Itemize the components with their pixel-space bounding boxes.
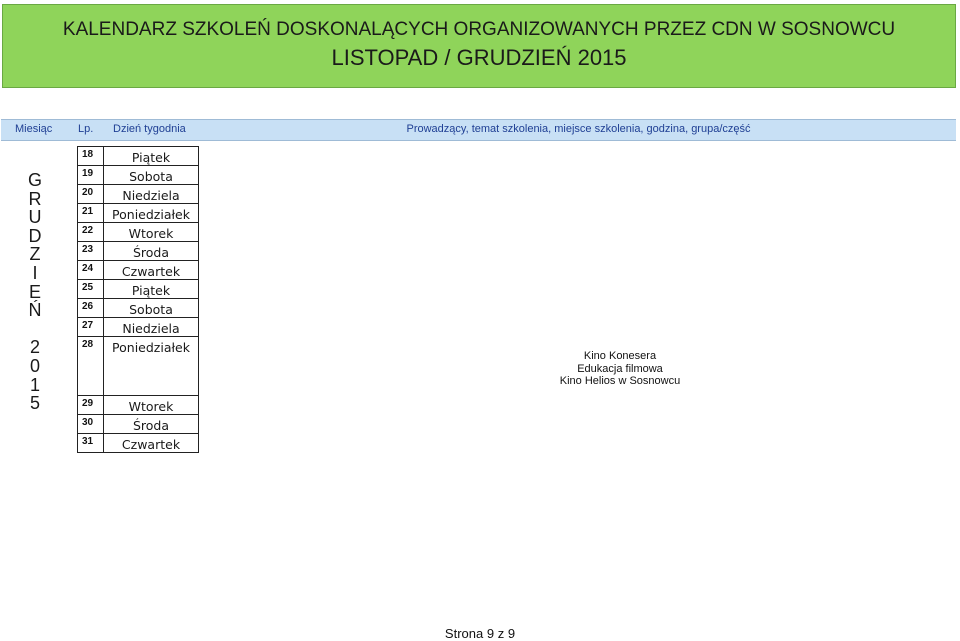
day-number: 25 [78,280,104,299]
day-name: Czwartek [104,434,199,453]
day-name: Sobota [104,166,199,185]
title-banner [2,4,956,88]
table-row [78,261,199,280]
day-number: 27 [78,318,104,337]
day-name: Środa [104,415,199,434]
day-number: 28 [78,337,104,396]
month-letter: 1 [29,374,40,395]
table-row [78,280,199,299]
document-subtitle: LISTOPAD / GRUDZIEŃ 2015 [331,45,627,70]
header-lp: Lp. [78,123,94,135]
month-letter: U [28,207,42,228]
event-entry [500,350,740,388]
day-name: Piątek [104,147,199,166]
column-header-bar [1,119,956,141]
table-row [78,299,199,318]
day-number: 24 [78,261,104,280]
day-name: Sobota [104,299,199,318]
event-topic: Edukacja filmowa [577,362,663,375]
day-name: Poniedziałek [104,204,199,223]
day-name: Środa [104,242,199,261]
day-number: 22 [78,223,104,242]
day-name: Niedziela [104,318,199,337]
document-title: KALENDARZ SZKOLEŃ DOSKONALĄCYCH ORGANIZOWANYCH PRZEZ CDN W SOSNOWCU [62,19,896,40]
page-footer [0,626,960,641]
day-name: Poniedziałek [104,337,199,396]
day-number: 30 [78,415,104,434]
table-row [78,147,199,166]
day-number: 19 [78,166,104,185]
day-number: 29 [78,396,104,415]
month-letter: Z [29,244,41,265]
table-row [78,415,199,434]
day-name: Niedziela [104,185,199,204]
month-letter: Ń [28,300,42,321]
event-location: Kino Helios w Sosnowcu [559,375,681,387]
footer-page-prefix: Strona [444,626,484,641]
table-row [78,434,199,453]
day-number: 23 [78,242,104,261]
month-letter: I [32,262,38,283]
footer-separator: z [497,626,505,641]
table-row [78,337,199,396]
table-row [78,396,199,415]
month-letter: R [28,188,42,209]
month-letter: G [27,170,42,190]
day-number: 31 [78,434,104,453]
day-name: Czwartek [104,261,199,280]
header-month: Miesiąc [15,123,53,135]
table-row [78,242,199,261]
day-name: Wtorek [104,396,199,415]
day-number: 26 [78,299,104,318]
footer-page-total: 9 [507,626,516,641]
day-name: Wtorek [104,223,199,242]
day-table [77,146,199,453]
event-title: Kino Konesera [583,350,657,362]
month-letter [15,320,55,339]
table-row [78,166,199,185]
table-row [78,223,199,242]
table-row [78,204,199,223]
day-number: 20 [78,185,104,204]
month-letter: 5 [29,393,40,414]
month-letter: D [28,225,42,246]
month-letter: 2 [29,337,40,358]
footer-page-number: 9 [486,626,495,641]
day-number: 21 [78,204,104,223]
day-number: 18 [78,147,104,166]
header-description: Prowadzący, temat szkolenia, miejsce szkolenia, godzina, grupa/część [406,123,751,135]
month-vertical-label [15,171,55,413]
month-letter: E [28,281,41,302]
day-name: Piątek [104,280,199,299]
header-day: Dzień tygodnia [113,123,186,135]
month-letter: 0 [29,355,40,376]
table-row [78,185,199,204]
table-row [78,318,199,337]
